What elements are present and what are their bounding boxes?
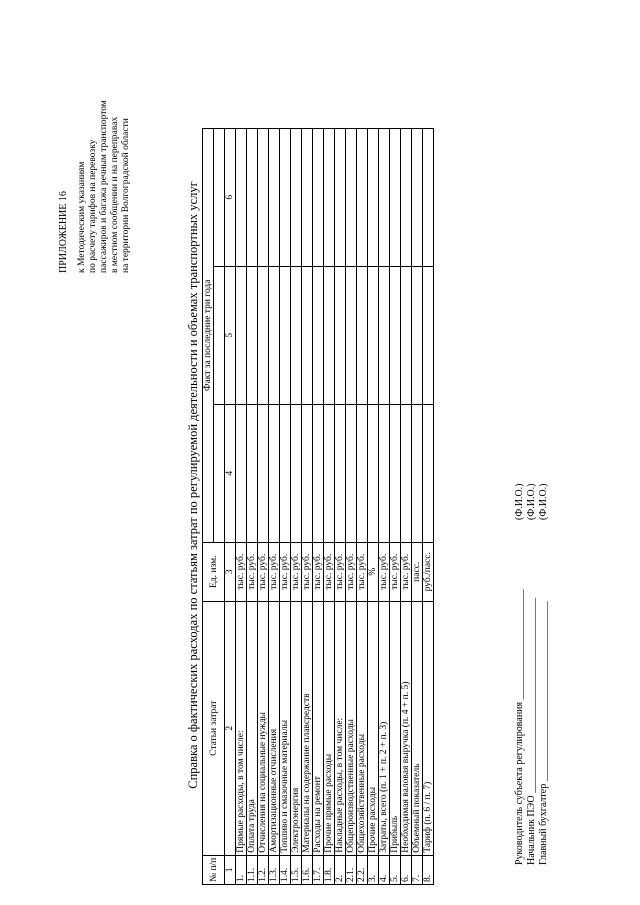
row-name: Тариф (п. 6 / п. 7) [423, 601, 434, 855]
header-no: № п/п [203, 855, 225, 884]
header-year-3 [214, 128, 225, 266]
table-row [335, 128, 346, 884]
fact-cell [258, 128, 269, 266]
row-number: 2.1. [346, 855, 357, 884]
fact-cell [291, 266, 302, 404]
row-unit: тыс. руб. [247, 542, 258, 601]
row-unit: тыс. руб. [302, 542, 313, 601]
fact-cell [291, 128, 302, 266]
row-name: Оплата труда [247, 601, 258, 855]
appendix-line: на территории Волгоградской области [121, 118, 131, 273]
appendix-line: к Методическим указаниям [77, 161, 87, 273]
signature-row [514, 483, 526, 865]
table-row [324, 128, 335, 884]
fact-cell [390, 128, 401, 266]
fact-cell [302, 404, 313, 542]
table-row [236, 128, 247, 884]
row-unit: тыс. руб. [236, 542, 247, 601]
fact-cell [335, 404, 346, 542]
appendix-line: по расчету тарифов на перевозку [88, 139, 98, 273]
fact-cell [357, 128, 368, 266]
appendix-line: в местном сообщении и на переправах [110, 116, 120, 273]
fact-cell [390, 404, 401, 542]
table-row [423, 128, 434, 884]
fact-cell [236, 404, 247, 542]
row-name: Прочие прямые расходы [324, 601, 335, 855]
row-name: Амортизационные отчисления [269, 601, 280, 855]
row-unit: руб./пасс. [423, 542, 434, 601]
fact-cell [346, 128, 357, 266]
column-number: 1 [225, 855, 236, 884]
fact-cell [401, 128, 412, 266]
row-name: Топливо и смазочные материалы [280, 601, 291, 855]
fact-cell [313, 128, 324, 266]
row-name: Прямые расходы, в том числе: [236, 601, 247, 855]
appendix-block [58, 33, 132, 273]
table-row [368, 128, 379, 884]
row-unit: тыс. руб. [335, 542, 346, 601]
row-number: 3. [368, 855, 379, 884]
row-number: 1.7. [313, 855, 324, 884]
row-name: Прибыль [390, 601, 401, 855]
header-name: Статьи затрат [203, 601, 225, 855]
row-name: Отчисления на социальные нужды [258, 601, 269, 855]
fact-cell [423, 266, 434, 404]
fact-cell [390, 266, 401, 404]
row-unit: тыс. руб. [324, 542, 335, 601]
fact-cell [379, 128, 390, 266]
table-row [346, 128, 357, 884]
row-number: 1. [236, 855, 247, 884]
fact-cell [313, 404, 324, 542]
row-unit: тыс. руб. [313, 542, 324, 601]
fact-cell [368, 404, 379, 542]
row-number: 1.2. [258, 855, 269, 884]
row-unit: тыс. руб. [379, 542, 390, 601]
row-number: 5. [390, 855, 401, 884]
fact-cell [368, 128, 379, 266]
fact-cell [236, 266, 247, 404]
row-name: Материалы на содержание плавсредств [302, 601, 313, 855]
column-number: 4 [225, 404, 236, 542]
fact-cell [335, 128, 346, 266]
row-name: Необходимая валовая выручка (п. 4 + п. 5) [401, 601, 412, 855]
fact-cell [412, 128, 423, 266]
table-row [247, 128, 258, 884]
row-unit: тыс. руб. [346, 542, 357, 601]
row-number: 8. [423, 855, 434, 884]
fact-cell [258, 404, 269, 542]
signature-fio: (Ф.И.О.) [514, 483, 525, 520]
fact-cell [236, 128, 247, 266]
table-row [412, 128, 423, 884]
fact-cell [324, 404, 335, 542]
fact-cell [412, 266, 423, 404]
table-row [379, 128, 390, 884]
row-number: 1.8. [324, 855, 335, 884]
fact-cell [269, 404, 280, 542]
row-unit: тыс. руб. [269, 542, 280, 601]
fact-cell [423, 404, 434, 542]
column-number: 5 [225, 266, 236, 404]
row-unit: тыс. руб. [258, 542, 269, 601]
row-number: 1.1. [247, 855, 258, 884]
row-number: 4. [379, 855, 390, 884]
fact-cell [302, 128, 313, 266]
fact-cell [335, 266, 346, 404]
document-title: Справка о фактических расходах по статьям затрат по регулируемой деятельности и объемах транспортных услуг [186, 181, 200, 789]
column-number-row [225, 128, 236, 884]
table-row [401, 128, 412, 884]
fact-cell [357, 266, 368, 404]
signature-label: Руководитель субъекта регулирования ______________________ [514, 589, 525, 865]
signature-block [514, 483, 550, 865]
table-row [280, 128, 291, 884]
table-header-row [203, 128, 214, 884]
row-name: Расходы на ремонт [313, 601, 324, 855]
header-unit: Ед. изм. [203, 542, 225, 601]
row-number: 6. [401, 855, 412, 884]
row-number: 1.3. [269, 855, 280, 884]
fact-cell [269, 266, 280, 404]
row-number: 1.6. [302, 855, 313, 884]
row-name: Объемный показатель [412, 601, 423, 855]
fact-cell [412, 404, 423, 542]
signature-fio: (Ф.И.О.) [526, 483, 537, 520]
signature-label: Главный бухгалтер ____________________________________ [538, 601, 549, 865]
fact-cell [346, 266, 357, 404]
row-name: Общехозяйственные расходы [357, 601, 368, 855]
fact-cell [313, 266, 324, 404]
header-year-2 [214, 266, 225, 404]
row-unit: % [368, 542, 379, 601]
row-number: 1.5. [291, 855, 302, 884]
appendix-line: пассажиров и багажа речным транспортом [99, 100, 109, 273]
row-unit: тыс. руб. [280, 542, 291, 601]
fact-cell [247, 404, 258, 542]
column-number: 6 [225, 128, 236, 266]
fact-cell [247, 266, 258, 404]
row-unit: тыс. руб. [291, 542, 302, 601]
row-name: Общепроизводственные расходы [346, 601, 357, 855]
row-name: Электроэнергия [291, 601, 302, 855]
column-number: 2 [225, 601, 236, 855]
fact-cell [346, 404, 357, 542]
signature-row [538, 483, 550, 865]
fact-cell [401, 404, 412, 542]
header-fact: Факт за последние три года [203, 128, 214, 542]
table-row [258, 128, 269, 884]
signature-fio: (Ф.И.О.) [538, 483, 549, 520]
row-name: Затраты, всего (п. 1 + п. 2 + п. 3) [379, 601, 390, 855]
row-number: 1.4. [280, 855, 291, 884]
row-unit: пасс. [412, 542, 423, 601]
table-row [313, 128, 324, 884]
row-number: 7. [412, 855, 423, 884]
fact-cell [302, 266, 313, 404]
row-unit: тыс. руб. [390, 542, 401, 601]
fact-cell [379, 266, 390, 404]
fact-cell [423, 128, 434, 266]
fact-cell [280, 266, 291, 404]
column-number: 3 [225, 542, 236, 601]
table-row [357, 128, 368, 884]
fact-cell [379, 404, 390, 542]
fact-cell [324, 128, 335, 266]
fact-cell [368, 266, 379, 404]
row-name: Прочие расходы [368, 601, 379, 855]
fact-cell [357, 404, 368, 542]
table-row [269, 128, 280, 884]
fact-cell [324, 266, 335, 404]
cost-table [202, 128, 434, 885]
signature-label: Начальник ПЭО _______________________________________ [526, 597, 537, 865]
table-body [236, 128, 434, 884]
row-name: Накладные расходы, в том числе: [335, 601, 346, 855]
header-year-1 [214, 404, 225, 542]
fact-cell [280, 128, 291, 266]
fact-cell [401, 266, 412, 404]
row-unit: тыс. руб. [357, 542, 368, 601]
row-number: 2. [335, 855, 346, 884]
fact-cell [247, 128, 258, 266]
row-unit: тыс. руб. [401, 542, 412, 601]
fact-cell [258, 266, 269, 404]
appendix-heading: ПРИЛОЖЕНИЕ 16 [58, 191, 69, 273]
table-row [302, 128, 313, 884]
fact-cell [291, 404, 302, 542]
signature-row [526, 483, 538, 865]
table-row [390, 128, 401, 884]
table-row [291, 128, 302, 884]
fact-cell [280, 404, 291, 542]
row-number: 2.2. [357, 855, 368, 884]
fact-cell [269, 128, 280, 266]
